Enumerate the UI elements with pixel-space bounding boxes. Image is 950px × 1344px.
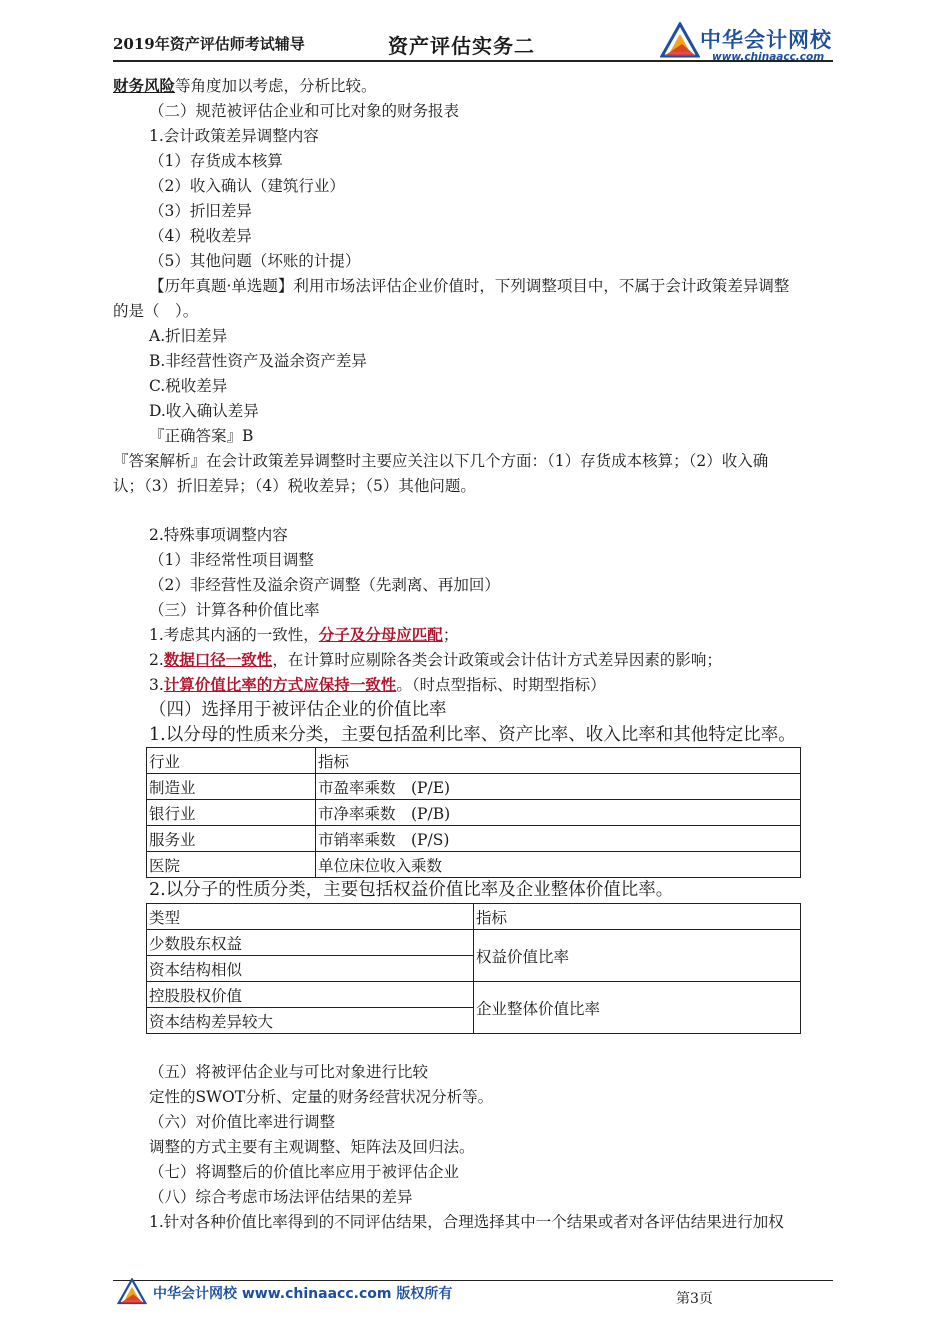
text-line bbox=[149, 625, 458, 645]
answer-analysis: 『答案解析』在会计政策差异调整时主要应关注以下几个方面：（1）存货成本核算；（2）收入确 bbox=[113, 452, 769, 470]
table-cell: 企业整体价值比率 bbox=[474, 982, 801, 1034]
option-c: C.税收差异 bbox=[149, 377, 228, 395]
section-heading: （五）将被评估企业与可比对象进行比较 bbox=[149, 1063, 429, 1081]
table-header-row bbox=[147, 904, 801, 930]
sub-heading: 2.以分子的性质分类，主要包括权益价值比率及企业整体价值比率。 bbox=[149, 880, 674, 900]
table-cell: 市净率乘数 (P/B) bbox=[316, 800, 801, 826]
table-row bbox=[147, 800, 801, 826]
header-rule bbox=[113, 60, 833, 62]
text-span: 3. bbox=[149, 676, 164, 694]
list-item: （2）非经营性及溢余资产调整（先剥离、再加回） bbox=[149, 576, 500, 594]
table-row bbox=[147, 774, 801, 800]
list-item: （2）收入确认（建筑行业） bbox=[149, 177, 345, 195]
table-header-cell: 指标 bbox=[474, 904, 801, 930]
table-cell: 服务业 bbox=[147, 826, 316, 852]
text-line bbox=[149, 675, 606, 695]
section-heading: （二）规范被评估企业和可比对象的财务报表 bbox=[149, 102, 460, 120]
table-header-cell: 行业 bbox=[147, 748, 316, 774]
option-a: A.折旧差异 bbox=[149, 327, 228, 345]
section-heading: （七）将调整后的价值比率应用于被评估企业 bbox=[149, 1163, 460, 1181]
ratio-table-by-numerator bbox=[146, 903, 801, 1034]
section-heading: （六）对价值比率进行调整 bbox=[149, 1113, 336, 1131]
table-row bbox=[147, 826, 801, 852]
text-line: 定性的SWOT分析、定量的财务经营状况分析等。 bbox=[149, 1088, 494, 1106]
text-span: 。（时点型指标、时期型指标） bbox=[396, 676, 606, 694]
list-item: （1）非经常性项目调整 bbox=[149, 551, 314, 569]
table-header-row bbox=[147, 748, 801, 774]
sub-heading: 1.以分母的性质来分类，主要包括盈利比率、资产比率、收入比率和其他特定比率。 bbox=[149, 725, 796, 745]
text-span: ，在计算时应剔除各类会计政策或会计估计方式差异因素的影响； bbox=[272, 651, 722, 669]
table-cell: 市销率乘数 (P/S) bbox=[316, 826, 801, 852]
text-line: 1.针对各种价值比率得到的不同评估结果，合理选择其中一个结果或者对各评估结果进行加权 bbox=[149, 1213, 784, 1231]
sub-heading: 1.会计政策差异调整内容 bbox=[149, 127, 319, 145]
text-span: ； bbox=[442, 626, 459, 644]
list-item: （1）存货成本核算 bbox=[149, 152, 283, 170]
table-cell: 银行业 bbox=[147, 800, 316, 826]
ratio-table-by-denominator bbox=[146, 747, 801, 878]
question-stem-cont: 的是（ ）。 bbox=[113, 302, 199, 320]
sub-heading: 2.特殊事项调整内容 bbox=[149, 526, 288, 544]
table-cell: 制造业 bbox=[147, 774, 316, 800]
table-cell: 控股股权价值 bbox=[147, 982, 474, 1008]
list-item: （3）折旧差异 bbox=[149, 202, 252, 220]
table-cell: 资本结构相似 bbox=[147, 956, 474, 982]
table-cell: 市盈率乘数 (P/E) bbox=[316, 774, 801, 800]
text-span: 1.考虑其内涵的一致性， bbox=[149, 626, 319, 644]
section-heading: （四）选择用于被评估企业的价值比率 bbox=[149, 700, 447, 720]
correct-answer: 『正确答案』B bbox=[149, 427, 254, 445]
table-row bbox=[147, 930, 801, 956]
table-header-cell: 指标 bbox=[316, 748, 801, 774]
table-cell: 少数股东权益 bbox=[147, 930, 474, 956]
footer-rule bbox=[113, 1280, 833, 1281]
text-line bbox=[113, 76, 377, 96]
text-span: 等角度加以考虑，分析比较。 bbox=[175, 77, 377, 95]
table-row bbox=[147, 852, 801, 878]
table-cell: 权益价值比率 bbox=[474, 930, 801, 982]
emphasis-text: 计算价值比率的方式应保持一致性 bbox=[163, 675, 397, 694]
footer-logo-icon bbox=[117, 1278, 147, 1306]
table-header-cell: 类型 bbox=[147, 904, 474, 930]
option-b: B.非经营性资产及溢余资产差异 bbox=[149, 352, 367, 370]
emphasis-text: 分子及分母应匹配 bbox=[318, 625, 443, 644]
emphasis-text: 数据口径一致性 bbox=[163, 650, 273, 669]
table-cell: 资本结构差异较大 bbox=[147, 1008, 474, 1034]
text-span: 2. bbox=[149, 651, 164, 669]
chinaacc-logo-icon bbox=[660, 22, 700, 60]
text-line: 调整的方式主要有主观调整、矩阵法及回归法。 bbox=[149, 1138, 475, 1156]
header-logo-name: 中华会计网校 bbox=[700, 28, 832, 52]
table-cell: 医院 bbox=[147, 852, 316, 878]
table-cell: 单位床位收入乘数 bbox=[316, 852, 801, 878]
bold-term: 财务风险 bbox=[113, 76, 176, 95]
answer-analysis-cont: 认；（3）折旧差异；（4）税收差异；（5）其他问题。 bbox=[113, 477, 476, 495]
page-number: 第3页 bbox=[676, 1291, 713, 1307]
list-item: （4）税收差异 bbox=[149, 227, 252, 245]
header-logo-url[interactable]: www.chinaacc.com bbox=[712, 51, 825, 63]
question-stem: 【历年真题·单选题】利用市场法评估企业价值时，下列调整项目中，不属于会计政策差异调整 bbox=[149, 277, 790, 295]
header-left-title: 2019年资产评估师考试辅导 bbox=[113, 35, 305, 53]
table-row bbox=[147, 982, 801, 1008]
option-d: D.收入确认差异 bbox=[149, 402, 259, 420]
footer-copyright: 中华会计网校 www.chinaacc.com 版权所有 bbox=[153, 1286, 453, 1302]
text-line bbox=[149, 650, 722, 670]
section-heading: （三）计算各种价值比率 bbox=[149, 601, 320, 619]
section-heading: （八）综合考虑市场法评估结果的差异 bbox=[149, 1188, 413, 1206]
list-item: （5）其他问题（坏账的计提） bbox=[149, 252, 361, 270]
header-center-title: 资产评估实务二 bbox=[388, 34, 535, 58]
